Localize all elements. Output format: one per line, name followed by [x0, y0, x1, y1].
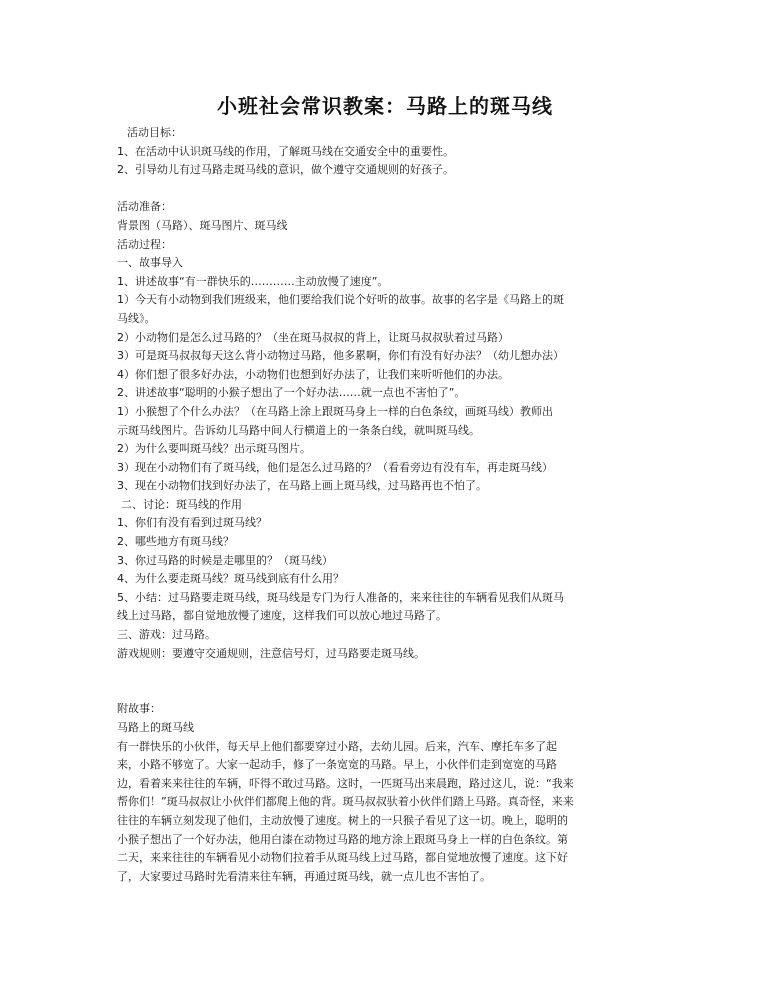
text-line: 2、引导幼儿有过马路走斑马线的意识，做个遵守交通规则的好孩子。 [117, 163, 454, 177]
text-line: 马线》。 [117, 311, 156, 325]
text-line: 3）现在小动物们有了斑马线，他们是怎么过马路的？（看看旁边有没有车，再走斑马线） [117, 460, 553, 474]
text-line: 二、讨论：斑马线的作用 [121, 497, 242, 511]
text-line: 1、讲述故事“有一群快乐的…………主动放慢了速度”。 [117, 274, 389, 288]
text-line: 2）小动物们是怎么过马路的？（坐在斑马叔叔的背上，让斑马叔叔驮着过马路） [117, 330, 509, 344]
text-line: 4、为什么要走斑马线？斑马线到底有什么用？ [117, 572, 344, 586]
text-line: 背景图（马路）、斑马图片、斑马线 [117, 218, 288, 232]
blank-line [117, 180, 657, 199]
page-title: 小班社会常识教案：马路上的斑马线 [217, 94, 553, 118]
text-line: 帮你们！”斑马叔叔让小伙伴们都爬上他的背。斑马叔叔驮着小伙伴们踏上马路。真奇怪，来来 [117, 795, 574, 809]
text-line: 来，小路不够宽了。大家一起动手，修了一条宽宽的马路。早上，小伙伴们走到宽宽的马路 [117, 758, 557, 772]
text-line: 1、在活动中认识斑马线的作用，了解斑马线在交通安全中的重要性。 [117, 144, 454, 158]
document-body [117, 124, 657, 886]
text-line: 3、现在小动物们找到好办法了，在马路上画上斑马线，过马路再也不怕了。 [117, 479, 487, 493]
blank-line [117, 682, 657, 701]
text-line: 活动准备： [117, 200, 172, 214]
text-line: 1）小猴想了个什么办法？（在马路上涂上跟斑马身上一样的白色条纹，画斑马线）教师出 [117, 404, 553, 418]
text-line: 游戏规则：要遵守交通规则，注意信号灯，过马路要走斑马线。 [117, 646, 425, 660]
text-line: 附故事： [117, 702, 161, 716]
text-line: 1、你们有没有看到过斑马线？ [117, 516, 267, 530]
text-line: 小猴子想出了一个好办法，他用白漆在动物过马路的地方涂上跟斑马身上一样的白色条纹。第 [117, 832, 568, 846]
text-line: 4）你们想了很多好办法，小动物们也想到好办法了，让我们来听听他们的办法。 [117, 367, 509, 381]
text-line: 往往的车辆立刻发现了他们，主动放慢了速度。树上的一只猴子看见了这一切。晚上，聪明的 [117, 813, 568, 827]
text-line: 三、游戏：过马路。 [117, 628, 216, 642]
text-line: 活动过程： [117, 237, 172, 251]
text-line: 马路上的斑马线 [117, 721, 194, 734]
text-line: 1）今天有小动物到我们班级来，他们要给我们说个好听的故事。故事的名字是《马路上的斑 [117, 293, 564, 307]
text-line: 2、讲述故事“聪明的小猴子想出了一个好办法……就一点也不害怕了”。 [117, 386, 466, 400]
text-line: 二天，来来往往的车辆看见小动物们拉着手从斑马线上过马路，都自觉地放慢了速度。这下好 [117, 851, 568, 865]
text-line: 边，看着来来往往的车辆，吓得不敢过马路。这时，一匹斑马出来晨跑，路过这儿，说：“我来 [117, 776, 574, 790]
text-line: 5、小结：过马路要走斑马线，斑马线是专门为行人准备的，来来往往的车辆看见我们从斑马 [117, 590, 564, 604]
text-line: 一、故事导入 [117, 256, 183, 270]
text-line: 了，大家要过马路时先看清来往车辆，再通过斑马线，就一点儿也不害怕了。 [117, 869, 491, 883]
text-line: 示斑马线图片。告诉幼儿马路中间人行横道上的一条条白线，就叫斑马线。 [117, 423, 480, 437]
text-line: 线上过马路，都自觉地放慢了速度，这样我们可以放心地过马路了。 [117, 609, 447, 623]
blank-line [117, 663, 657, 682]
text-line: 有一群快乐的小伙伴，每天早上他们都要穿过小路，去幼儿园。后来，汽车、摩托车多了起 [117, 739, 557, 753]
text-line: 2、哪些地方有斑马线？ [117, 535, 234, 549]
text-line: 2）为什么要叫斑马线？出示斑马图片。 [117, 442, 311, 456]
text-line: 3、你过马路的时候是走哪里的？（斑马线） [117, 553, 333, 567]
text-line: 3）可是斑马叔叔每天这么背小动物过马路，他多累啊，你们有没有好办法？（幼儿想办法） [117, 349, 564, 363]
text-line: 活动目标： [127, 126, 182, 139]
